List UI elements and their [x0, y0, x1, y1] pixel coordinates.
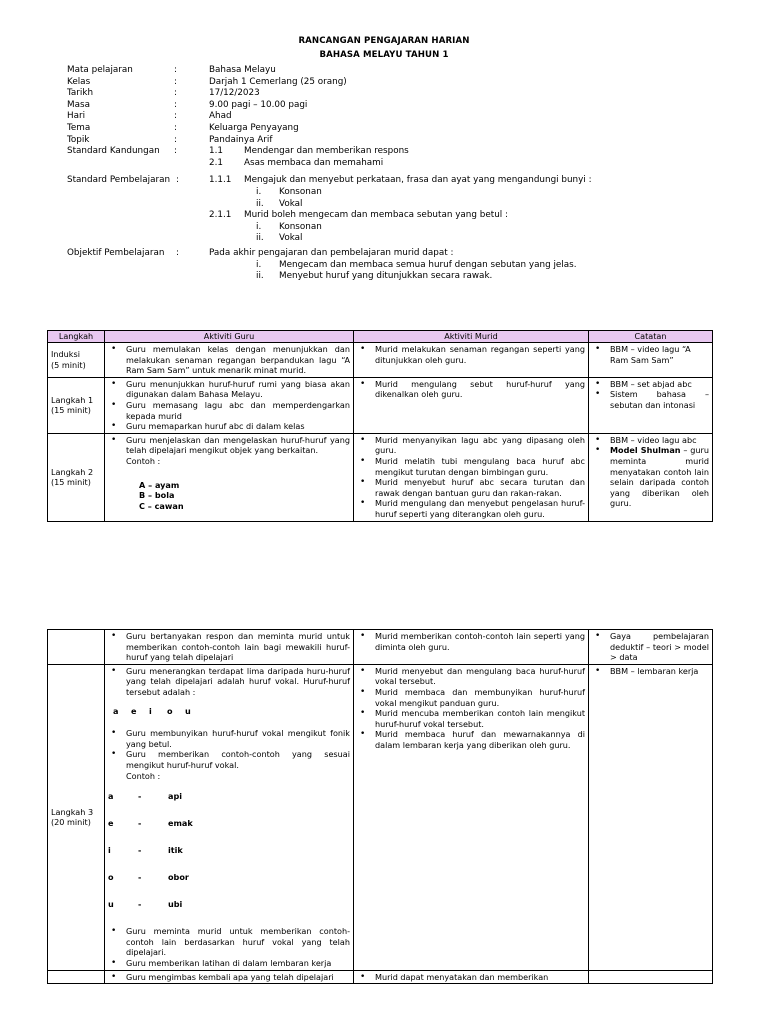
murid-cell: • Murid menyebut dan mengulang baca huruf-huruf vokal tersebut. • Murid membaca dan membunyikan huruf-huruf vokal mengikut panduan guru. • Murid mencuba memberikan contoh lain mengikut huruf-huruf vokal tersebut. • Murid membaca huruf dan mewarnakannya di dalam lembaran kerja yang diberikan oleh guru.	[354, 664, 589, 970]
step-cell: Langkah 3 (20 minit)	[48, 664, 105, 970]
activity-table	[47, 330, 713, 522]
vowel-example-row: o - obor	[108, 872, 189, 883]
catatan-cell: • Gaya pembelajaran deduktif – teori > model > data	[589, 630, 713, 665]
header-aktiviti-guru: Aktiviti Guru	[105, 331, 354, 343]
catatan-cell: • BBM – set abjad abc • Sistem bahasa – sebutan dan intonasi	[589, 377, 713, 433]
step-cell: Langkah 2 (15 minit)	[48, 433, 105, 521]
header-catatan: Catatan	[589, 331, 713, 343]
guru-cell: • Guru bertanyakan respon dan meminta murid untuk memberikan contoh-contoh lain bagi mewakili huruf-huruf yang telah dipelajari	[105, 630, 354, 665]
table-row	[48, 433, 713, 521]
table-row	[48, 664, 713, 970]
document-subtitle: BAHASA MELAYU TAHUN 1	[319, 50, 449, 60]
vowel-example-row: e - emak	[108, 818, 193, 829]
vowel-example-row: a - api	[108, 791, 183, 802]
table-row	[48, 630, 713, 665]
guru-cell: • Guru menunjukkan huruf-huruf rumi yang biasa akan digunakan dalam Bahasa Melayu. • Guru memasang lagu abc dan memperdengarkan kepada murid • Guru memaparkan huruf abc di dalam kelas	[105, 377, 354, 433]
guru-cell: • Guru menjelaskan dan mengelaskan huruf-huruf yang telah dipelajari mengikut objek yang berkaitan. Contoh : A – ayam B – bola C – cawan	[105, 433, 354, 521]
catatan-cell: • BBM – video lagu abc • Model Shulman – guru meminta murid menyatakan contoh lain selain daripada contoh yang diberikan oleh guru.	[589, 433, 713, 521]
step-cell: Induksi (5 minit)	[48, 343, 105, 378]
guru-cell: • Guru menerangkan terdapat lima daripada huru-huruf yang telah dipelajari adalah huruf vokal. Huruf-huruf tersebut adalah : a e i o u • Guru membunyikan huruf-huruf vokal mengikut fonik yang betul. • Guru memberikan contoh-contoh yang sesuai mengikut huruf-huruf vokal. Contoh : a - api e - emak i - itik o - obor u - ubi • Guru meminta murid untuk memberikan contoh-contoh lain berdasarkan huruf vokal yang telah dipelajari. • Guru memberikan latihan di dalam lembaran kerja	[105, 664, 354, 970]
catatan-cell: • BBM – video lagu “A Ram Sam Sam”	[589, 343, 713, 378]
lesson-plan-page: RANCANGAN PENGAJARAN HARIAN BAHASA MELAYU TAHUN 1 Mata pelajaran : Bahasa Melayu Kelas : Darjah 1 Cemerlang (25 orang) Tarikh : 17/12/2023 Masa : 9.00 pagi – 10.00 pagi Hari : Ahad Tema : Keluarga Penyayang Topik : Pandainya Arif Standard Kandungan : 1.1 Mendengar dan memberikan respons 2.1 Asas membaca dan memahami Standard Pembelajaran : 1.1.1 Mengajuk dan menyebut perkataan, frasa dan ayat yang mengandungi bunyi : i. Konsonan ii. Vokal 2.1.1 Murid boleh mengecam dan membaca sebutan yang betul : i. Konsonan ii. Vokal Objektif Pembelajaran : Pada akhir pengajaran dan pembelajaran murid dapat : i. Mengecam dan membaca semua huruf dengan sebutan yang jelas. ii. Menyebut huruf yang ditunjukkan secara rawak. Langkah Aktiviti Guru Aktiviti Murid Catatan Induksi (5 minit) • Guru memulakan kelas dengan menunjukkan dan melakukan senaman regangan berpandukan lagu “A Ram Sam Sam” untuk menarik minat murid. • Murid melakukan senaman regangan seperti yang ditunjukkan oleh guru. • BBM – video lagu “A Ram Sam Sam” Langkah 1 (15 minit) • Guru menunjukkan huruf-huruf rumi yang biasa akan digunakan dalam Bahasa Melayu. • Guru memasang lagu abc dan memperdengarkan kepada murid • Guru memaparkan huruf abc di dalam kelas • Murid mengulang sebut huruf-huruf yang dikenalkan oleh guru. • BBM – set abjad abc • Sistem bahasa – sebutan dan intonasi Langkah 2 (15 minit) • Guru menjelaskan dan mengelaskan huruf-huruf yang telah dipelajari mengikut objek yang berkaitan. Contoh : A – ayam B – bola C – cawan • Murid menyanyikan lagu abc yang dipasang oleh guru. • Murid melatih tubi mengulang baca huruf abc mengikut turutan dengan bimbingan guru. • Murid menyebut huruf abc secara turutan dan rawak dengan bantuan guru dan rakan-rakan. • Murid mengulang dan menyebut pengelasan huruf-huruf seperti yang diterangkan oleh guru. • BBM – video lagu abc • Model Shulman – guru meminta murid menyatakan contoh lain selain daripada contoh yang diberikan oleh guru. • Guru bertanyakan respon dan meminta murid untuk memberikan contoh-contoh lain bagi mewakili huruf-huruf yang telah dipelajari • Murid memberikan contoh-contoh lain seperti yang diminta oleh guru. • Gaya pembelajaran deduktif – teori > model > data Langkah 3 (20 minit) • Guru menerangkan terdapat lima daripada huru-huruf yang telah dipelajari adalah huruf vokal. Huruf-huruf tersebut adalah : a e i o u • Guru membunyikan huruf-huruf vokal mengikut fonik yang betul. • Guru memberikan contoh-contoh yang sesuai mengikut huruf-huruf vokal. Contoh : a - api e - emak i - itik o - obor u - ubi • Guru meminta murid untuk memberikan contoh-contoh lain berdasarkan huruf vokal yang telah dipelajari. • Guru memberikan latihan di dalam lembaran kerja • Murid menyebut dan mengulang baca huruf-huruf vokal tersebut. • Murid membaca dan membunyikan huruf-huruf vokal mengikut panduan guru. • Murid mencuba memberikan contoh lain mengikut huruf-huruf vokal tersebut. • Murid membaca huruf dan mewarnakannya di dalam lembaran kerja yang diberikan oleh guru. • BBM – lembaran kerja • Guru mengimbas kembali apa yang telah dipelajari • Murid dapat menyatakan dan memberikan	[0, 0, 768, 1024]
murid-cell: • Murid melakukan senaman regangan seperti yang ditunjukkan oleh guru.	[354, 343, 589, 378]
catatan-cell	[589, 970, 713, 984]
murid-cell: • Murid dapat menyatakan dan memberikan	[354, 970, 589, 984]
murid-cell: • Murid mengulang sebut huruf-huruf yang dikenalkan oleh guru.	[354, 377, 589, 433]
murid-cell: • Murid menyanyikan lagu abc yang dipasang oleh guru. • Murid melatih tubi mengulang baca huruf abc mengikut turutan dengan bimbingan guru. • Murid menyebut huruf abc secara turutan dan rawak dengan bantuan guru dan rakan-rakan. • Murid mengulang dan menyebut pengelasan huruf-huruf seperti yang diterangkan oleh guru.	[354, 433, 589, 521]
table-row	[48, 970, 713, 984]
vowel-example-row: u - ubi	[108, 899, 183, 910]
activity-table-continued	[47, 629, 713, 984]
guru-cell: • Guru mengimbas kembali apa yang telah dipelajari	[105, 970, 354, 984]
step-cell	[48, 970, 105, 984]
header-aktiviti-murid: Aktiviti Murid	[354, 331, 589, 343]
murid-cell: • Murid memberikan contoh-contoh lain seperti yang diminta oleh guru.	[354, 630, 589, 665]
step-cell: Langkah 1 (15 minit)	[48, 377, 105, 433]
header-langkah: Langkah	[48, 331, 105, 343]
table-header-row	[48, 331, 713, 343]
document-title: RANCANGAN PENGAJARAN HARIAN	[298, 36, 470, 46]
table-row	[48, 343, 713, 378]
guru-cell: • Guru memulakan kelas dengan menunjukkan dan melakukan senaman regangan berpandukan lagu “A Ram Sam Sam” untuk menarik minat murid.	[105, 343, 354, 378]
catatan-cell: • BBM – lembaran kerja	[589, 664, 713, 970]
step-cell	[48, 630, 105, 665]
table-row	[48, 377, 713, 433]
vowel-example-row: i - itik	[108, 845, 183, 856]
vowel-list: a e i o u	[113, 705, 191, 716]
